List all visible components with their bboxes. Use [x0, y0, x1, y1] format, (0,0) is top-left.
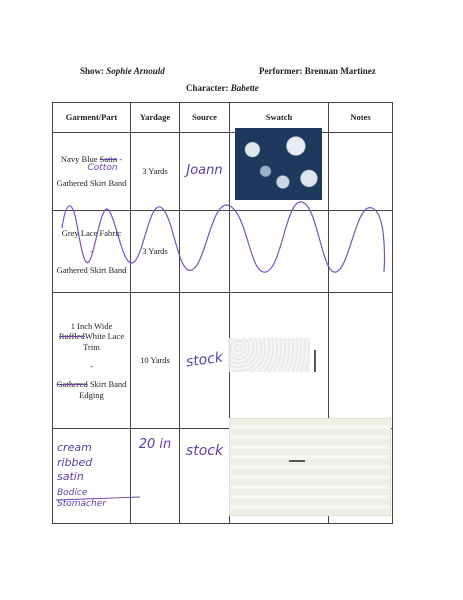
garment-dash: -	[90, 360, 93, 371]
garment-handwritten-2: Bodice Stomacher	[57, 488, 106, 510]
col-garment: Garment/Part	[53, 103, 131, 133]
yardage-handwritten: 20 in	[138, 437, 172, 452]
yardage-cell: 10 Yards	[131, 293, 180, 429]
staple-icon	[314, 350, 316, 372]
garment-text-1b: White Lace Trim	[83, 331, 125, 352]
garment-dash: -	[119, 154, 123, 165]
show-field	[80, 66, 165, 76]
table-row	[53, 293, 393, 429]
character-value: Babette	[230, 83, 259, 93]
notes-cell	[329, 293, 393, 429]
yardage-cell: 3 Yards	[131, 211, 180, 293]
white-lace-swatch	[228, 338, 310, 372]
col-notes: Notes	[329, 103, 393, 133]
performer-value: Brennan Martinez	[304, 66, 376, 76]
source-cell	[180, 429, 230, 524]
source-handwritten: stock	[184, 349, 224, 371]
garment-text-2: Gathered Skirt Band	[56, 264, 127, 275]
source-cell	[180, 211, 230, 293]
garment-text: Navy Blue	[60, 154, 98, 165]
notes-cell	[329, 133, 393, 211]
garment-cell	[53, 429, 131, 524]
garment-cell	[53, 211, 131, 293]
garment-cell	[53, 293, 131, 429]
col-yardage: Yardage	[131, 103, 180, 133]
swatch-cell	[230, 211, 329, 293]
character-label: Character:	[186, 83, 229, 93]
garment-cell	[53, 133, 131, 211]
garment-text-2: Skirt Band Edging	[79, 379, 127, 400]
cream-ribbed-satin-swatch	[229, 418, 391, 516]
show-label: Show:	[80, 66, 105, 76]
garment-struck-text-2: Gathered	[56, 379, 88, 390]
garment-struck-text: Satin	[99, 154, 118, 165]
garment-dash: -	[90, 246, 93, 257]
source-cell	[180, 133, 230, 211]
source-cell	[180, 293, 230, 429]
performer-field	[259, 66, 376, 76]
show-value: Sophie Arnould	[106, 66, 165, 76]
notes-cell	[329, 211, 393, 293]
garment-text: Grey Lace Fabric	[61, 227, 122, 238]
navy-cotton-swatch	[235, 128, 322, 200]
yardage-cell	[131, 429, 180, 524]
garment-handwritten: Cotton	[87, 162, 118, 173]
source-handwritten: stock	[185, 443, 224, 459]
garment-struck-text: Ruffled	[58, 331, 85, 342]
table-header-row	[53, 103, 393, 133]
staple-icon	[289, 460, 305, 462]
source-handwritten: Joann	[186, 163, 223, 179]
character-field	[186, 83, 259, 93]
col-source: Source	[180, 103, 230, 133]
yardage-cell: 3 Yards	[131, 133, 180, 211]
col-swatch: Swatch	[230, 103, 329, 133]
performer-label: Performer:	[259, 66, 303, 76]
table-row	[53, 133, 393, 211]
garment-handwritten: cream ribbed satin	[57, 441, 93, 483]
garment-text-2: Gathered Skirt Band	[56, 178, 127, 189]
garment-text: 1 Inch Wide	[70, 320, 113, 331]
table-row	[53, 211, 393, 293]
